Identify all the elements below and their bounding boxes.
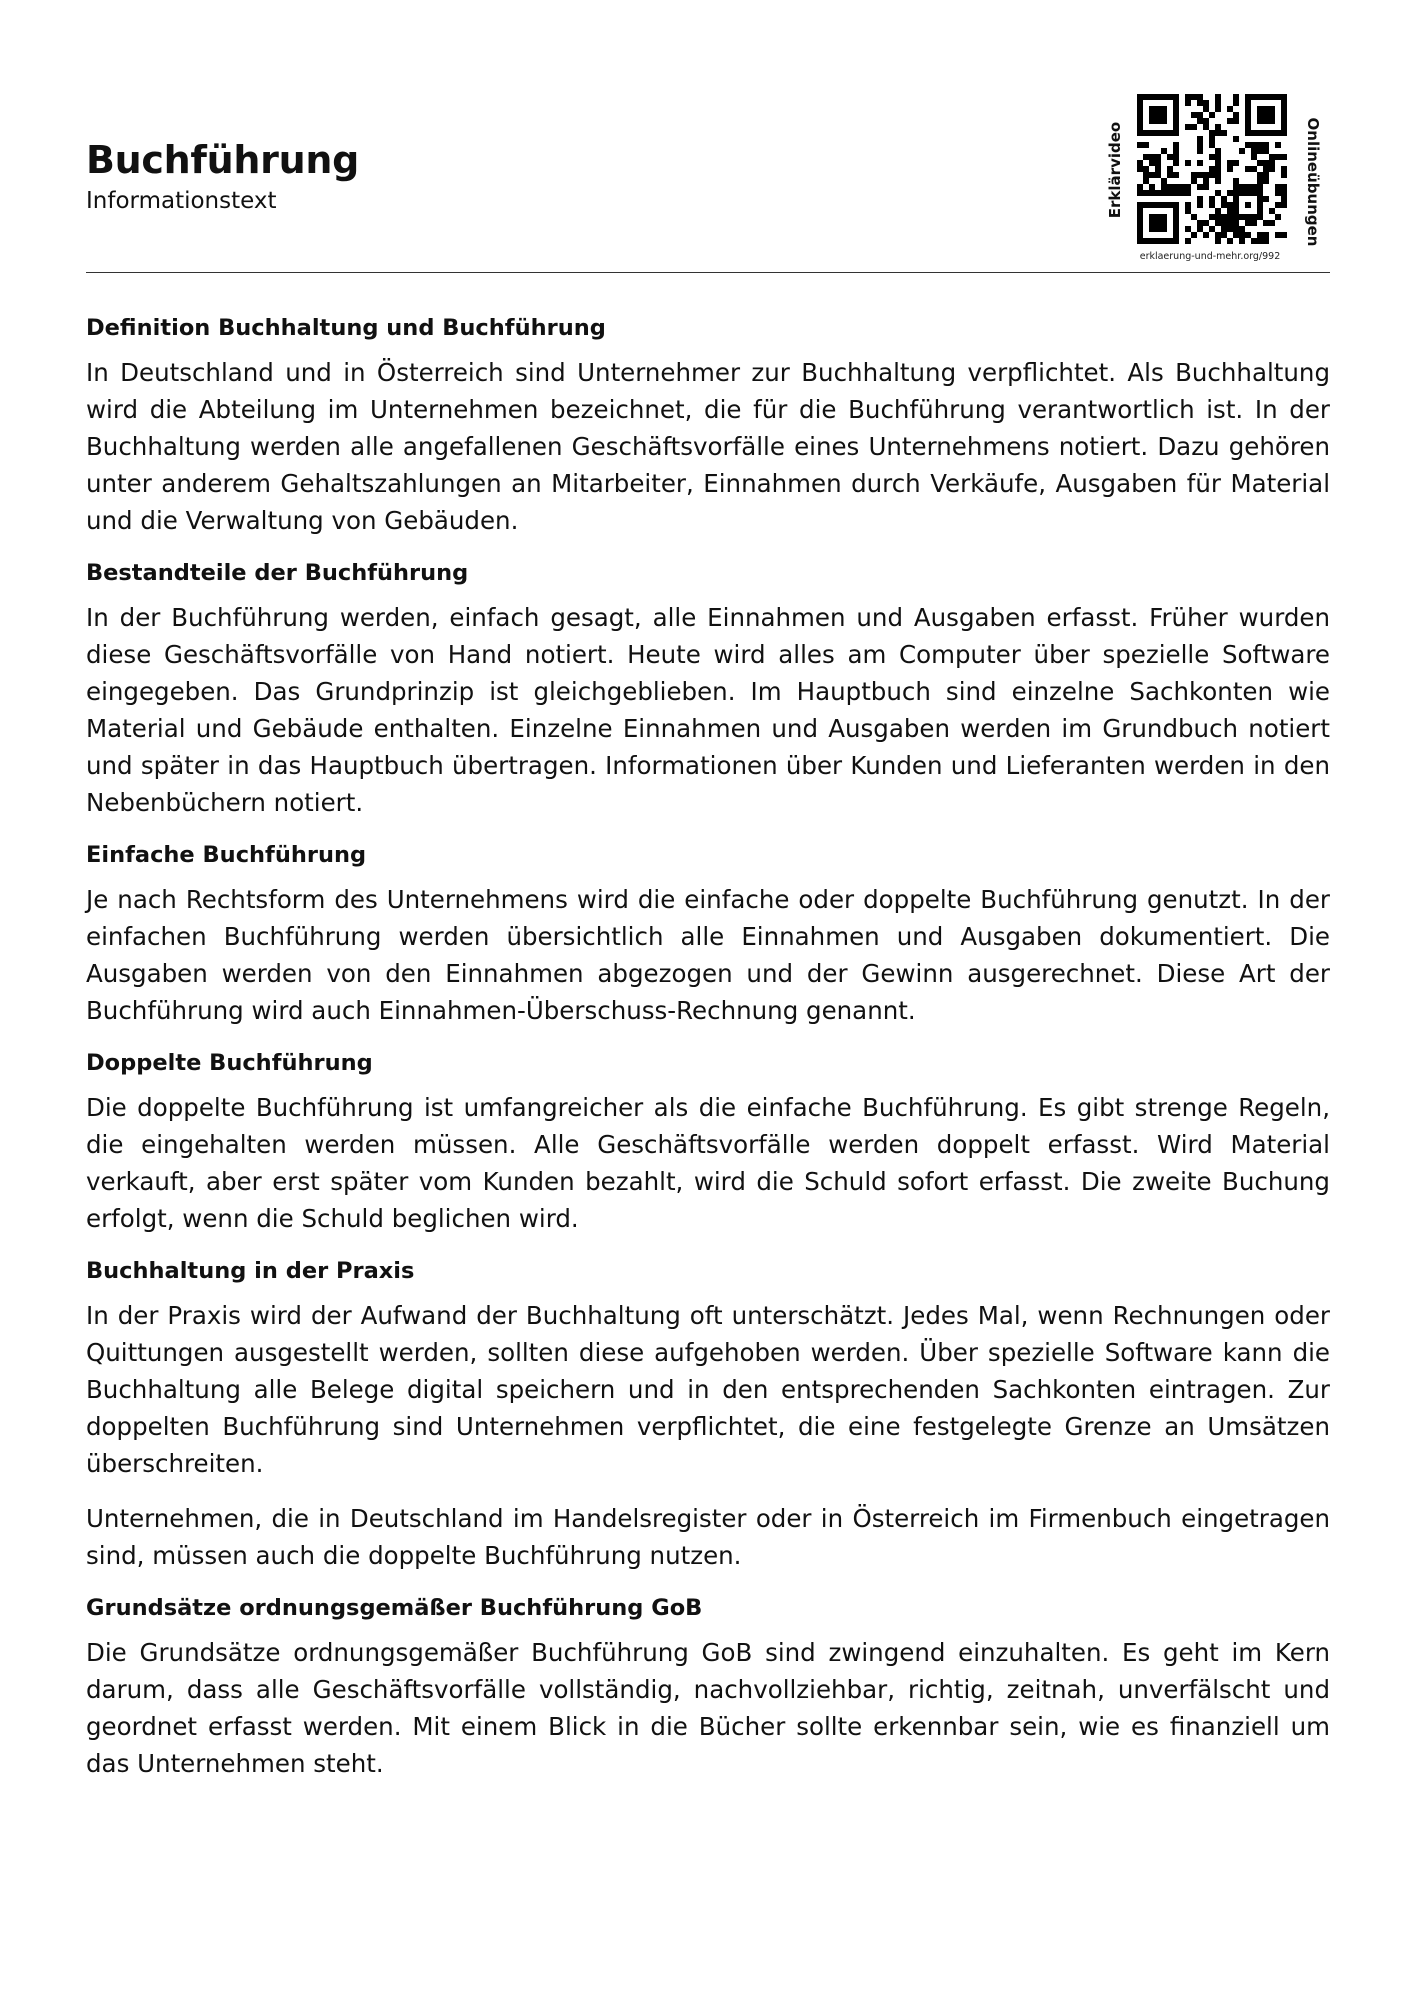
section-heading: Grundsätze ordnungsgemäßer Buchführung GoB — [86, 1595, 703, 1621]
section-heading: Buchhaltung in der Praxis — [86, 1258, 415, 1284]
section — [86, 1255, 1330, 1574]
section-paragraph: In der Buchführung werden, einfach gesagt, alle Einnahmen und Ausgaben erfasst. Früher wurden diese Geschäftsvorfälle von Hand notiert. Heute wird alles am Computer über spezielle Software eingegeben. Das Grundprinzip ist gleichgeblieben. Im Hauptbuch sind einzelne Sachkonten wie Material und Gebäude enthalten. Einzelne Einnahmen und Ausgaben werden im Grundbuch notiert und später in das Hauptbuch übertragen. Informationen über Kunden und Lieferanten werden in den Nebenbüchern notiert. — [86, 603, 1330, 817]
exercises-label: Onlineübungen — [1304, 117, 1322, 247]
section-paragraph: In Deutschland und in Österreich sind Unternehmer zur Buchhaltung verpflichtet. Als Buchhaltung wird die Abteilung im Unternehmen bezeichnet, die für die Buchführung verantwortlich ist. In der Buchhaltung werden alle angefallenen Geschäftsvorfälle eines Unternehmens notiert. Dazu gehören unter anderem Gehaltszahlungen an Mitarbeiter, Einnahmen durch Verkäufe, Ausgaben für Material und die Verwaltung von Gebäuden. — [86, 358, 1330, 535]
page-title: Buchführung — [86, 138, 359, 182]
section-paragraph: Unternehmen, die in Deutschland im Handelsregister oder in Österreich im Firmenbuch eingetragen sind, müssen auch die doppelte Buchführung nutzen. — [86, 1504, 1330, 1570]
section-paragraph: Je nach Rechtsform des Unternehmens wird die einfache oder doppelte Buchführung genutzt. In der einfachen Buchführung werden übersichtlich alle Einnahmen und Ausgaben dokumentiert. Die Ausgaben werden von den Einnahmen abgezogen und der Gewinn ausgerechnet. Diese Art der Buchführung wird auch Einnahmen-Überschuss-Rechnung genannt. — [86, 885, 1330, 1025]
document-body — [86, 312, 1330, 1800]
qr-url: erklaerung-und-mehr.org/992 — [1139, 251, 1281, 262]
qr-code-icon[interactable] — [1137, 94, 1287, 244]
section-paragraph: In der Praxis wird der Aufwand der Buchhaltung oft unterschätzt. Jedes Mal, wenn Rechnungen oder Quittungen ausgestellt werden, sollten diese aufgehoben werden. Über spezielle Software kann die Buchhaltung alle Belege digital speichern und in den entsprechenden Sachkonten eintragen. Zur doppelten Buchführung sind Unternehmen verpflichtet, die eine festgelegte Grenze an Umsätzen überschreiten. — [86, 1301, 1330, 1478]
video-label: Erklärvideo — [1106, 121, 1124, 219]
section-heading: Bestandteile der Buchführung — [86, 560, 469, 586]
section-heading: Definition Buchhaltung und Buchführung — [86, 315, 606, 341]
page-header — [86, 138, 359, 214]
section — [86, 557, 1330, 821]
section — [86, 1047, 1330, 1237]
section-paragraph: Die Grundsätze ordnungsgemäßer Buchführung GoB sind zwingend einzuhalten. Es geht im Kern darum, dass alle Geschäftsvorfälle vollständig, nachvollziehbar, richtig, zeitnah, unverfälscht und geordnet erfasst werden. Mit einem Blick in die Bücher sollte erkennbar sein, wie es finanziell um das Unternehmen steht. — [86, 1638, 1330, 1778]
section-heading: Doppelte Buchführung — [86, 1050, 373, 1076]
section — [86, 839, 1330, 1029]
page-subtitle: Informationstext — [86, 188, 277, 214]
section-heading: Einfache Buchführung — [86, 842, 367, 868]
header-divider — [86, 272, 1330, 273]
section — [86, 312, 1330, 539]
section-paragraph: Die doppelte Buchführung ist umfangreicher als die einfache Buchführung. Es gibt strenge Regeln, die eingehalten werden müssen. Alle Geschäftsvorfälle werden doppelt erfasst. Wird Material verkauft, aber erst später vom Kunden bezahlt, wird die Schuld sofort erfasst. Die zweite Buchung erfolgt, wenn die Schuld beglichen wird. — [86, 1093, 1330, 1233]
section — [86, 1592, 1330, 1782]
